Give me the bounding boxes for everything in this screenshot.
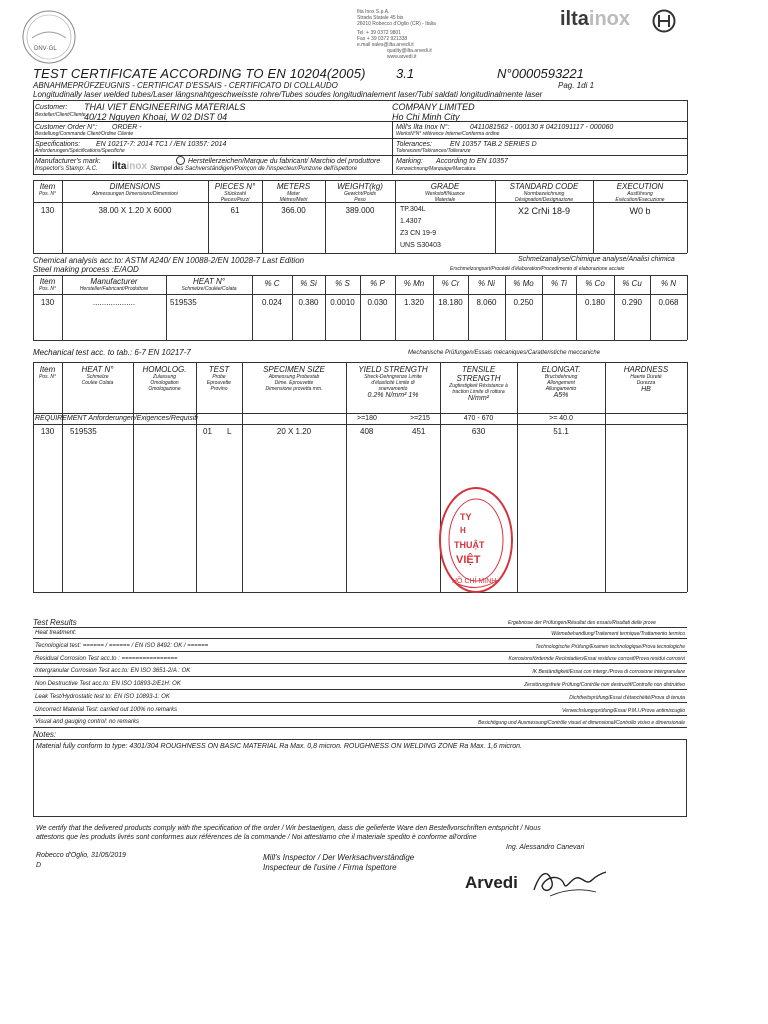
customer-city: Ho Chi Minh City <box>392 112 460 122</box>
inspector-signature <box>530 862 610 902</box>
ilta-inox-logo <box>560 8 630 31</box>
test-result-left: Intergranular Corrosion Test acc.to: EN ISO 3651-2/A : OK <box>35 668 191 674</box>
chem-value-n: 0.068 <box>658 298 679 307</box>
manufacturer-mark-label: Manufacturer's mark: <box>35 158 101 165</box>
marking-sublabel: Kenzeichnung/Marquage/Marcatura <box>396 166 476 172</box>
items-header-standard-code: STANDARD CODE Normbezeichnung Désignation/Designazione <box>509 182 579 203</box>
chem-header-ti: % Ti <box>551 279 567 288</box>
customer-order-sublabel: Bestellung/Commande Client/Ordine Cliente <box>35 131 134 137</box>
chem-header-cr: % Cr <box>441 279 460 288</box>
test-result-left: Heat treatment: <box>35 630 77 636</box>
items-header-meters: METERS Meter Mètres/Metri <box>276 182 311 203</box>
item-meters: 366.00 <box>281 206 306 215</box>
mill-order-label: Mill's Ilta Inox N°: <box>396 124 450 131</box>
test-result-right: Wärmebehandlung/Traitement termique/Trattamento termico <box>551 631 685 637</box>
mechanical-test-title: Mechanical test acc. to tab.: 6-7 EN 10217-7 <box>33 348 191 357</box>
test-result-right: Technologische Prüfung/Examen technologique/Prova tecnologiche <box>535 644 685 650</box>
chem-header-ni: % Ni <box>478 279 495 288</box>
stamp-text: HỒ CHÍ MINH <box>452 578 497 585</box>
dnv-gl-logo-text: DNV·GL <box>34 46 57 52</box>
dnv-gl-logo <box>20 8 78 66</box>
test-result-right: Besichtigung und Ausmessung/Contrôle visuel et dimensional/Controllo visivo e dimensionale <box>478 720 685 726</box>
item-execution: W0 b <box>629 206 651 216</box>
mech-elongation: 51.1 <box>553 427 569 436</box>
place-date: Robecco d'Oglio, 31/05/2019 <box>36 852 127 859</box>
items-header-grade: GRADE Werkstoff/Nuance Materiale <box>425 182 465 203</box>
chemical-analysis-title-right: Schmelzanalyse/Chimique analyse/Analisi chimica <box>518 256 675 263</box>
marking-label: Marking: <box>396 158 423 165</box>
chem-value-mn: 1.320 <box>403 298 425 307</box>
chem-value-cu: 0.290 <box>621 298 643 307</box>
company-stamp <box>436 482 514 602</box>
stamp-text: H <box>460 526 466 535</box>
chem-value-cr: 18.180 <box>438 298 463 307</box>
address-line: quality@ilta.arvedi.it <box>387 48 432 54</box>
mill-order-sublabel: WerksN°N° référence Interne/Conferma ordine <box>396 131 500 137</box>
mark-ilta-text: ilta <box>112 161 127 172</box>
item-grade-line: Z3 CN 19-9 <box>400 230 437 237</box>
specifications-sublabel: Anforderungen/Spécifications/Specifiche <box>35 148 125 154</box>
arvedi-logo: Arvedi <box>465 873 518 892</box>
test-result-left: Residual Corrosion Test acc.to : ================ <box>35 656 178 662</box>
inox-logo-text: inox <box>588 8 631 30</box>
notes-title: Notes: <box>33 730 57 739</box>
item-weight: 389.000 <box>345 206 375 215</box>
customer-name: THAI VIET ENGINEERING MATERIALS <box>84 102 246 112</box>
chem-header-item: Item Pos. N° <box>38 277 56 292</box>
customer-label: Customer: <box>35 104 68 111</box>
chem-value-c: 0.024 <box>261 298 283 307</box>
steel-making-process-right: Erschmelzungsart/Procédé d'élaboration/Procedimento di elaborazione acciaio <box>450 266 625 272</box>
chem-header-cu: % Cu <box>622 279 642 288</box>
item-number: 130 <box>40 206 55 215</box>
chem-value-s: 0.0010 <box>330 298 355 307</box>
address-line: e.mail sales@ilta.arvedi.it <box>357 42 414 48</box>
test-result-right: Korrosionsfördernde Reckstadien/Essai residuse corrosif/Prova residui corrosivi <box>508 656 685 662</box>
item-dimensions: 38.00 X 1.20 X 6000 <box>98 206 172 215</box>
inspector-name: Ing. Alessandro Canevari <box>506 844 585 851</box>
requirement-tensile: 470 - 670 <box>463 415 494 422</box>
item-grade-line: UNS S30403 <box>400 242 441 249</box>
company-address <box>357 9 436 60</box>
steel-making-process: Steel making process :E/AOD <box>33 265 139 274</box>
chem-header-p: % P <box>370 279 385 288</box>
test-result-right: Dichtheitsprüfung/Essai d'étanchéité/Prova di tenuta <box>569 695 685 701</box>
chem-header-c: % C <box>264 279 280 288</box>
notes-text: Material fully conform to type: 4301/304 ROUGHNESS ON BASIC MATERIAL Ra Max. 0,8 micron. ROUGHNESS ON WELDING ZONE Ra Max. 1,6 micron. <box>36 743 522 750</box>
address-line: www.arvedi.it <box>387 54 417 60</box>
manufacturer-mark-text: Herstellerzeichen/Marque du fabricant/ Marchio del produttore <box>188 158 381 165</box>
items-header-dimensions: DIMENSIONS Abmessungen Dimensions/Dimensioni <box>92 182 178 197</box>
inspector-title-2: Inspecteur de l'usine / Firma Ispettore <box>263 863 397 872</box>
items-header-weight: WEIGHT(kg) Gewicht/Poids Peso <box>337 182 383 203</box>
item-pieces: 61 <box>230 206 240 215</box>
address-line: 26010 Robecco d'Oglio (CR) - Italia <box>357 21 436 27</box>
mech-yield-02: 408 <box>360 427 374 436</box>
mech-header-test: TEST Probe Eprouvette Provino <box>206 365 232 392</box>
mech-test-direction: L <box>227 427 232 436</box>
page-number: Pag. 1di 1 <box>558 81 595 90</box>
tolerances-sublabel: Toleranzen/Tolérances/Tolleranze <box>396 148 471 154</box>
mech-header-item: Item Pos. N° <box>39 365 57 380</box>
test-result-right: Zerstörungsfreie Prüfung/Contrôle non destructif/Controllo non distruttivo <box>524 682 685 688</box>
ilta-logo-text: ilta <box>560 8 589 30</box>
item-standard-code: X2 CrNi 18-9 <box>517 206 571 216</box>
address-line: Tel. + 39 0372 9801 <box>357 30 402 36</box>
test-result-left: Leak Test/Hydrostatic test to: EN ISO 10893-1: OK <box>35 694 170 700</box>
requirement-yield-1: >=215 <box>410 415 430 422</box>
manufacturer-mark-logo <box>112 156 147 174</box>
chem-value-si: 0.380 <box>298 298 319 307</box>
mech-header-hardness: HARDNESS Haerte Dureté Durezza HB <box>605 365 687 394</box>
requirement-yield-02: >=180 <box>357 415 377 422</box>
chem-header-co: % Co <box>585 279 605 288</box>
chem-value-co: 0.180 <box>584 298 606 307</box>
certificate-subtitle: ABNAHMEPRÜFZEUGNIS - CERTIFICAT D'ESSAIS - CERTIFICATO DI COLLAUDO <box>33 81 338 90</box>
customer-sublabel: Besteller/Client/Cliente <box>35 112 86 118</box>
chem-header-mn: % Mn <box>403 279 425 288</box>
address-line: Ilta Inox S.p.A. <box>357 9 390 15</box>
customer-address: 40/12 Nguyen Khoai, W 02 DIST 04 <box>84 112 228 122</box>
chem-header-manufacturer: Manufacturer Hersteller/Fabricant/Produttore <box>79 277 149 292</box>
inspector-stamp-label: Inspector's Stamp: A.C. <box>35 166 98 172</box>
specifications-label: Specifications: <box>35 141 81 148</box>
elongation-units: A5% <box>553 392 569 399</box>
customer-name-2: COMPANY LIMITED <box>392 102 475 112</box>
mill-order-value: 0411081562 - 000130 # 0421091117 - 000060 <box>470 124 614 131</box>
certificate-number: N°0000593221 <box>497 66 584 81</box>
test-results-title-right: Ergebnisse der Prüfungen/Résultat des essais/Risultati delle prove <box>508 620 656 626</box>
chem-header-n: % N <box>660 279 677 288</box>
test-result-left: Tecnological test: ====== / ====== / EN ISO 8492: OK / ====== <box>35 643 209 649</box>
stamp-text: TY <box>460 512 472 522</box>
chem-item: 130 <box>40 298 55 307</box>
chem-heat: 519535 <box>170 298 197 307</box>
requirement-label: REQUIREMENT Anforderungen/Exigences/Requisiti <box>35 415 198 422</box>
specifications-value: EN 10217-7: 2014 TC1 / /EN 10357: 2014 <box>96 141 227 148</box>
certificate-title: TEST CERTIFICATE ACCORDING TO EN 10204(2005) <box>33 66 366 81</box>
chem-value-ni: 8.060 <box>476 298 497 307</box>
test-result-left: Visual and gauging control: no remarks <box>35 719 139 725</box>
chemical-analysis-title: Chemical analysis acc.to: ASTM A240/ EN 10088-2/EN 10028-7 Last Edition <box>33 256 305 265</box>
place-date-sub: D <box>36 862 42 869</box>
mech-header-elongation: ELONGAT. Bruchdehnung Allongement Allungamento A5% <box>517 365 605 400</box>
address-line: Fax + 39 0372 921338 <box>357 36 408 42</box>
tolerances-value: EN 10357 TAB.2 SERIES D <box>450 141 537 148</box>
test-result-right: IK Beständigkeit/Essai con intergr./Prova di corrosione intergranulare <box>532 669 685 675</box>
requirement-elongation: >= 40.0 <box>549 415 573 422</box>
customer-order-value: ORDER - <box>112 124 142 131</box>
arvedi-emblem-icon <box>652 9 676 33</box>
certification-statement-2: attestons que les produits livrés sont conformes aux références de la commande / Noi attestiamo che il materiale spedito è conforme all'ordine <box>36 834 477 841</box>
stamp-text: THUẬT <box>454 540 485 550</box>
address-line: Strada Statale 45 bis <box>357 15 404 21</box>
test-result-left: Non Destructive Test acc.to: EN ISO 10893-2/E1H: OK <box>35 681 181 687</box>
mech-header-heat: HEAT N° Schmelze Coulée Colata <box>81 365 114 386</box>
customer-order-label: Customer Order N°: <box>35 124 97 131</box>
certification-statement: We certify that the delivered products comply with the specification of the order / Wir bestaetigen, dass die gelieferte Ware den Bestellvorschriften entspricht / Nous <box>36 825 541 832</box>
mech-item: 130 <box>40 427 55 436</box>
items-header-item: Item Pos. N° <box>38 182 56 197</box>
inspector-stamp-text: Stempel des Sachverständigen/Poinçon de l'inspecteur/Punzone dell'ispettore <box>150 166 358 172</box>
mark-inox-text: inox <box>126 161 148 172</box>
hardness-units: HB <box>641 386 651 393</box>
mech-heat: 519535 <box>70 427 97 436</box>
mech-yield-1: 451 <box>412 427 426 436</box>
items-header-pieces: PIECES N° Stückzahl Pieces/Pezzi <box>214 182 256 203</box>
mech-header-tensile: TENSILE STRENGTH Zugfestigkeit Résistance à traction Limite di rottura N/mm² <box>440 365 517 403</box>
yield-units: 0.2% N/mm² 1% <box>367 392 419 399</box>
tolerances-label: Tolerances: <box>396 141 432 148</box>
mech-specimen-size: 20 X 1.20 <box>276 427 312 436</box>
marking-value: According to EN 10357 <box>436 158 508 165</box>
item-grade-line: 1.4307 <box>400 218 422 225</box>
chem-manufacturer: ................... <box>92 298 136 307</box>
mech-test-number: 01 <box>203 427 212 436</box>
mech-header-homolog: HOMOLOG. Zulassung Omologation Omologazione <box>142 365 187 392</box>
mechanical-test-title-right: Mechanische Prüfungen/Essais mécaniques/Caratteristiche meccaniche <box>408 350 601 356</box>
mech-header-specimen: SPECIMEN SIZE Abmessung Probestab Dime. Eprouvette Dimensione provetta mm. <box>263 365 325 392</box>
chem-value-mo: 0.250 <box>513 298 534 307</box>
test-result-right: Verwechslungsprüfung/Essai P.M.I./Prova antimiscuglio <box>562 708 685 714</box>
inspector-title: Mill's Inspector / Der Werksachverständige <box>263 853 415 862</box>
tensile-units: N/mm² <box>468 395 489 402</box>
test-result-left: Uncorrect Material Test: carried out 100% no remarks <box>35 707 178 713</box>
registered-mark-icon <box>176 156 185 165</box>
mech-header-yield: YIELD STRENGTH Streck-Dehngrenze Limite d'élasticité Limite di snervamento 0.2% N/mm² 1% <box>346 365 440 400</box>
chem-header-s: % S <box>335 279 350 288</box>
item-grade-line: TP.304L <box>400 206 426 213</box>
certificate-subtitle-tubes: Longitudinally laser welded tubes/Laser längsnahtgeschweisste rohre/Tubes soudes longitudinalement laser/Tubi saldati longitudinalmente laser <box>33 90 543 99</box>
stamp-text: VIỆT <box>456 554 481 566</box>
chem-header-mo: % Mo <box>513 279 534 288</box>
mech-tensile: 630 <box>471 427 486 436</box>
chem-header-si: % Si <box>300 279 317 288</box>
items-header-execution: EXECUTION Ausführung Exécution/Esecuzione <box>615 182 665 203</box>
chem-header-heat: HEAT N° Schmelze/Coulée/Colata <box>181 277 237 292</box>
chem-value-p: 0.030 <box>367 298 388 307</box>
certificate-type: 3.1 <box>396 66 415 81</box>
test-results-title: Test Results <box>33 618 77 627</box>
